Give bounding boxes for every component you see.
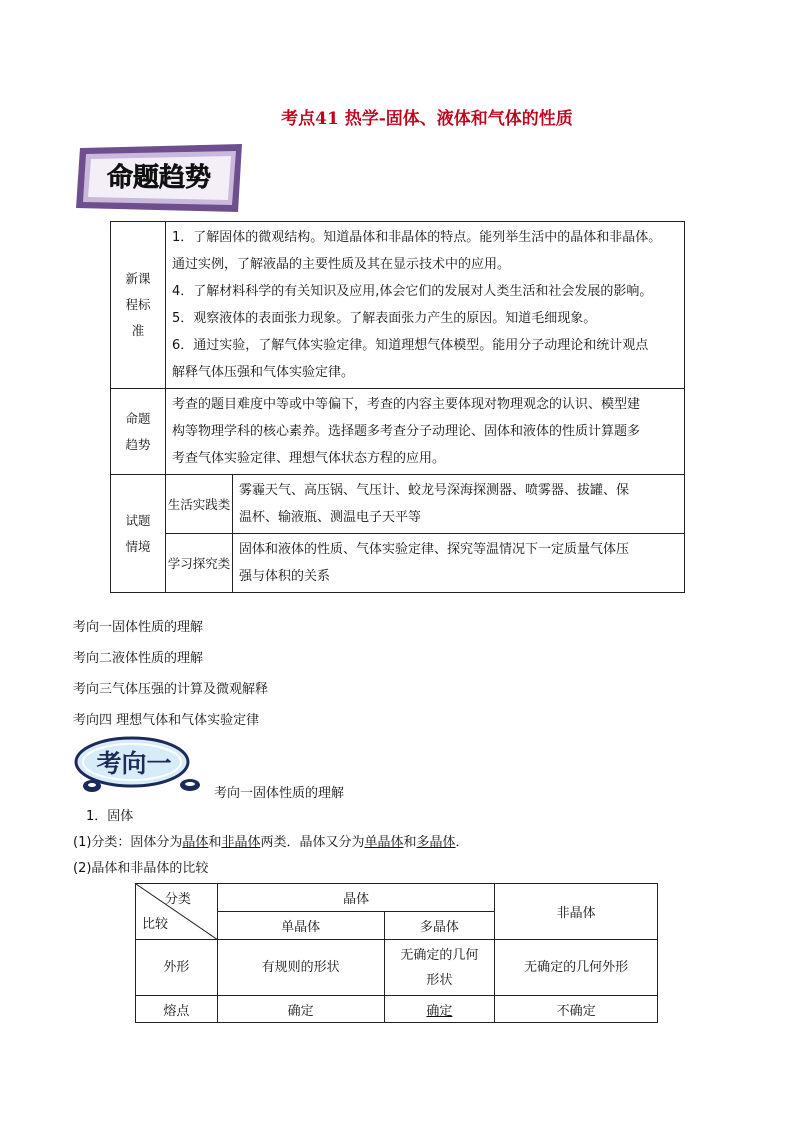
badge-caption: 考向一固体性质的理解 [214,786,345,801]
shape-single: 有规则的形状 [217,940,384,996]
row-label-context: 试题 情境 [111,475,166,593]
melting-poly: 确定 [384,996,495,1023]
section-heading: 1．固体 [86,809,134,824]
row-label-shape: 外形 [136,940,218,996]
context-study-content: 固体和液体的性质、气体实验定律、探究等温情况下一定质量气体压 强与体积的关系 [233,534,685,593]
comparison-caption: (2)晶体和非晶体的比较 [73,861,209,876]
row-label-trend: 命题 趋势 [111,389,166,475]
topic-item-3: 考向三气体压强的计算及微观解释 [73,682,269,697]
topic-one-badge [72,732,212,800]
proposition-trend-banner [76,142,246,220]
noncrystal-header: 非晶体 [495,884,658,940]
trend-table [110,221,685,593]
topic-item-4: 考向四 理想气体和气体实验定律 [73,713,260,728]
context-study-label: 学习探究类 [166,534,233,593]
topic-item-2: 考向二液体性质的理解 [73,651,204,666]
poly-crystal-header: 多晶体 [384,912,495,940]
row-label-standard: 新课 程标 准 [111,222,166,389]
melting-noncrystal: 不确定 [495,996,658,1023]
classification-line: (1)分类：固体分为晶体和非晶体两类．晶体又分为单晶体和多晶体． [73,835,469,850]
page-title: 考点41 热学-固体、液体和气体的性质 [281,109,573,129]
context-life-label: 生活实践类 [166,475,233,534]
single-crystal-header: 单晶体 [217,912,384,940]
context-life-content: 雾霾天气、高压锅、气压计、蛟龙号深海探测器、喷雾器、拔罐、保 温杯、输液瓶、测温电子天平等 [233,475,685,534]
badge-text: 考向一 [96,749,172,778]
topic-item-1: 考向一固体性质的理解 [73,620,204,635]
trend-content: 考查的题目难度中等或中等偏下，考查的内容主要体现对物理观念的认识、模型建 构等物理学科的核心素养。选择题多考查分子动理论、固体和液体的性质计算题多 考查气体实验定律、理想气体状态方程的应用。 [166,389,685,475]
banner-text: 命题趋势 [106,163,212,193]
shape-noncrystal: 无确定的几何外形 [495,940,658,996]
row-label-melting: 熔点 [136,996,218,1023]
corner-header: 分类 比较 [136,884,218,940]
melting-single: 确定 [217,996,384,1023]
standard-content: 1．了解固体的微观结构。知道晶体和非晶体的特点。能列举生活中的晶体和非晶体。 通过实例，了解液晶的主要性质及其在显示技术中的应用。 4．了解材料科学的有关知识及应用,体会它们的发展对人类生活和社会发展的影响。 5．观察液体的表面张力现象。了解表面张力产生的原因。知道毛细现象。 6．通过实验，了解气体实验定律。知道理想气体模型。能用分子动理论和统计观点 解释气体压强和气体实验定律。 [166,222,685,389]
comparison-table [135,883,658,1023]
shape-poly: 无确定的几何 形状 [384,940,495,996]
crystal-header: 晶体 [217,884,494,912]
